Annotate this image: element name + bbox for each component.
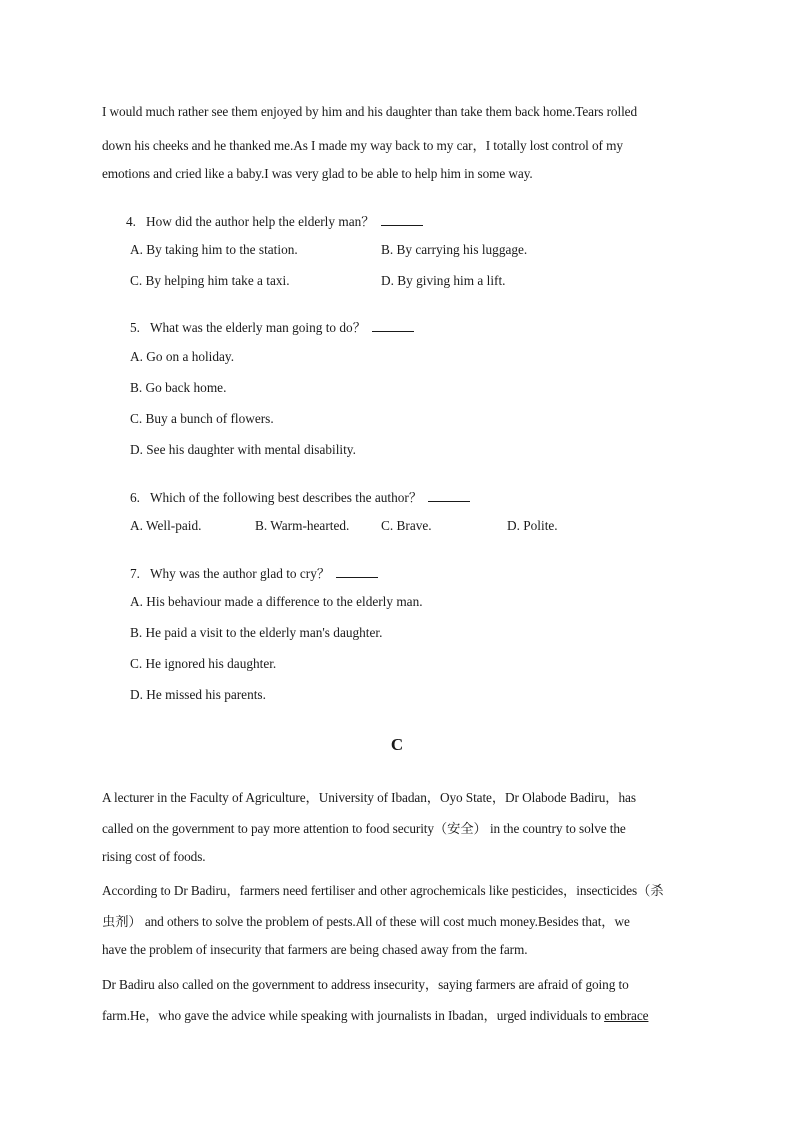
passage-line: down his cheeks and he thanked me.As I made my way back to my car，I totally lost control of my	[102, 138, 623, 153]
option-a[interactable]: A. By taking him to the station.	[130, 242, 298, 257]
passage-line: I would much rather see them enjoyed by him and his daughter than take them back home.Tears rolled	[102, 104, 638, 119]
passage-line: called on the government to pay more attention to food security（安全） in the country to solve the	[102, 821, 626, 836]
passage-text: farm.He，who gave the advice while speaking with journalists in Ibadan，urged individuals to	[102, 1008, 605, 1023]
passage-line: According to Dr Badiru，farmers need fertiliser and other agrochemicals like pesticides，insecticides（杀	[102, 883, 664, 898]
option-d[interactable]: D. He missed his parents.	[130, 687, 266, 702]
question-text: How did the author help the elderly man？	[145, 214, 375, 229]
answer-blank[interactable]	[336, 566, 378, 578]
question-number: 5.	[130, 320, 140, 335]
section-heading: C	[390, 735, 404, 754]
question-5	[130, 317, 414, 336]
option-b[interactable]: B. Go back home.	[130, 380, 227, 395]
answer-blank[interactable]	[428, 490, 470, 502]
passage-line: Dr Badiru also called on the government to address insecurity，saying farmers are afraid of going to	[102, 977, 629, 992]
option-c[interactable]: C. Brave.	[381, 518, 432, 533]
option-d[interactable]: D. See his daughter with mental disability.	[130, 442, 356, 457]
underlined-word: embrace	[604, 1008, 649, 1023]
option-b[interactable]: B. He paid a visit to the elderly man's daughter.	[130, 625, 383, 640]
passage-line: have the problem of insecurity that farmers are being chased away from the farm.	[102, 942, 528, 957]
answer-blank[interactable]	[372, 320, 414, 332]
option-a[interactable]: A. His behaviour made a difference to the elderly man.	[130, 594, 423, 609]
question-number: 6.	[130, 490, 140, 505]
question-text: Which of the following best describes the author？	[149, 490, 423, 505]
question-text: Why was the author glad to cry？	[149, 566, 331, 581]
answer-blank[interactable]	[381, 214, 423, 226]
option-b[interactable]: B. Warm-hearted.	[255, 518, 350, 533]
question-number: 4.	[126, 214, 136, 229]
question-6	[130, 487, 470, 506]
option-a[interactable]: A. Go on a holiday.	[130, 349, 235, 364]
question-4	[126, 211, 423, 230]
option-c[interactable]: C. He ignored his daughter.	[130, 656, 277, 671]
passage-line: emotions and cried like a baby.I was very glad to be able to help him in some way.	[102, 166, 533, 181]
option-a[interactable]: A. Well-paid.	[130, 518, 202, 533]
option-d[interactable]: D. Polite.	[507, 518, 558, 533]
option-c[interactable]: C. Buy a bunch of flowers.	[130, 411, 274, 426]
passage-line	[102, 1005, 648, 1024]
passage-line: rising cost of foods.	[102, 849, 206, 864]
option-b[interactable]: B. By carrying his luggage.	[381, 242, 528, 257]
question-7	[130, 563, 378, 582]
option-d[interactable]: D. By giving him a lift.	[381, 273, 506, 288]
question-number: 7.	[130, 566, 140, 581]
passage-line: A lecturer in the Faculty of Agriculture，University of Ibadan，Oyo State，Dr Olabode Badiru，has	[102, 790, 636, 805]
passage-line: 虫剂） and others to solve the problem of pests.All of these will cost much money.Besides that，we	[102, 914, 630, 929]
option-c[interactable]: C. By helping him take a taxi.	[130, 273, 290, 288]
question-text: What was the elderly man going to do？	[149, 320, 366, 335]
